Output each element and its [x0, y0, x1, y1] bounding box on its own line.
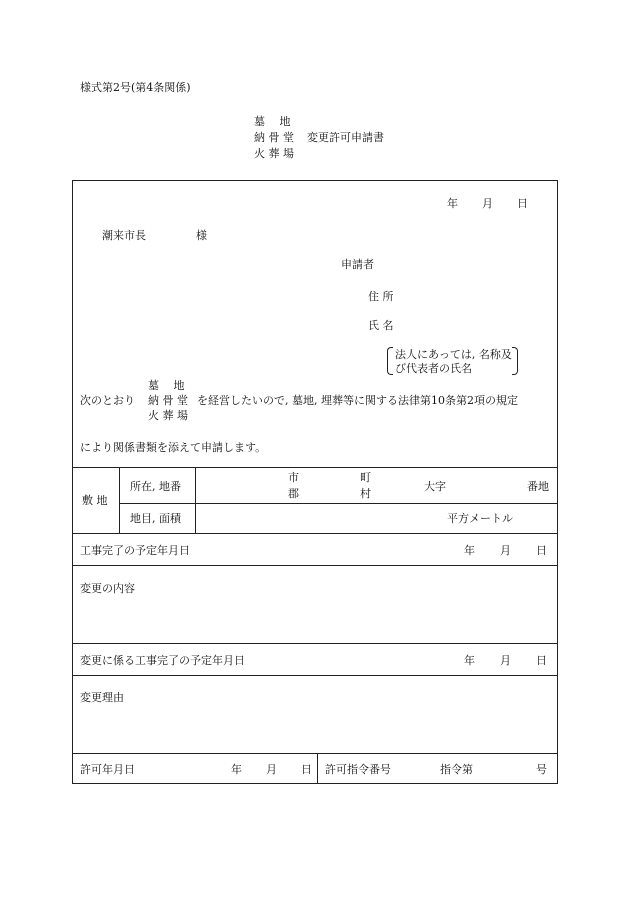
divider — [195, 467, 196, 533]
statement-closing: により関係書類を添えて申請します。 — [80, 441, 267, 454]
title-facility-ossuary: 納 骨 堂 — [254, 131, 294, 144]
divider — [72, 675, 558, 676]
permit-date-label: 許可年月日 — [80, 763, 135, 776]
site-label: 敷 地 — [82, 494, 108, 507]
addressee-honorific: 様 — [196, 229, 207, 242]
page-title: 変更許可申請書 — [307, 131, 384, 144]
bracket-right — [512, 347, 518, 375]
permit-number-label: 許可指令番号 — [325, 763, 391, 776]
divider — [72, 533, 558, 534]
title-facility-cemetery: 墓 地 — [254, 115, 291, 128]
corporation-note-line-2: び代表者の氏名 — [395, 362, 472, 375]
title-facility-crematorium: 火 葬 場 — [254, 147, 294, 160]
site-village: 村 — [360, 487, 371, 500]
site-aza: 大字 — [424, 480, 446, 493]
change-reason-label: 変更理由 — [80, 691, 124, 704]
date-day: 日 — [517, 197, 528, 210]
change-completion-year: 年 — [464, 654, 475, 667]
divider — [72, 467, 558, 468]
permit-year: 年 — [231, 763, 242, 776]
change-completion-month: 月 — [500, 654, 511, 667]
site-county: 郡 — [288, 487, 299, 500]
permit-day: 日 — [301, 763, 312, 776]
planned-completion-day: 日 — [536, 544, 547, 557]
site-city: 市 — [288, 471, 299, 484]
divider — [317, 753, 318, 784]
divider — [119, 503, 558, 504]
change-content-label: 変更の内容 — [80, 582, 135, 595]
bracket-left — [387, 347, 393, 375]
site-sqm: 平方メートル — [447, 512, 513, 525]
permit-month: 月 — [266, 763, 277, 776]
number-suffix: 号 — [536, 763, 547, 776]
statement-middle: を経営したいので, 墓地, 埋葬等に関する法律第10条第2項の規定 — [197, 394, 518, 407]
site-town: 町 — [360, 471, 371, 484]
site-banchi: 番地 — [527, 480, 549, 493]
applicant-address-label: 住 所 — [368, 290, 394, 303]
corporation-note-line-1: 法人にあっては, 名称及 — [395, 348, 512, 361]
divider — [72, 643, 558, 644]
statement-facility-crematorium: 火 葬 場 — [148, 409, 188, 422]
form-number: 様式第2号(第4条関係) — [80, 81, 191, 94]
statement-facility-cemetery: 墓 地 — [148, 379, 185, 392]
site-location-label: 所在, 地番 — [130, 480, 181, 493]
statement-prefix: 次のとおり — [80, 394, 135, 407]
divider — [72, 753, 558, 754]
date-year: 年 — [447, 197, 458, 210]
planned-completion-month: 月 — [500, 544, 511, 557]
change-completion-day: 日 — [536, 654, 547, 667]
applicant-name-label: 氏 名 — [368, 319, 394, 332]
date-month: 月 — [482, 197, 493, 210]
directive-label: 指令第 — [440, 763, 473, 776]
statement-facility-ossuary: 納 骨 堂 — [148, 394, 188, 407]
addressee-name: 潮来市長 — [102, 229, 146, 242]
applicant-label: 申請者 — [341, 258, 374, 271]
site-area-label: 地目, 面積 — [130, 512, 181, 525]
divider — [72, 565, 558, 566]
change-completion-label: 変更に係る工事完了の予定年月日 — [80, 654, 245, 667]
planned-completion-year: 年 — [464, 544, 475, 557]
planned-completion-label: 工事完了の予定年月日 — [80, 544, 190, 557]
divider — [119, 467, 120, 533]
